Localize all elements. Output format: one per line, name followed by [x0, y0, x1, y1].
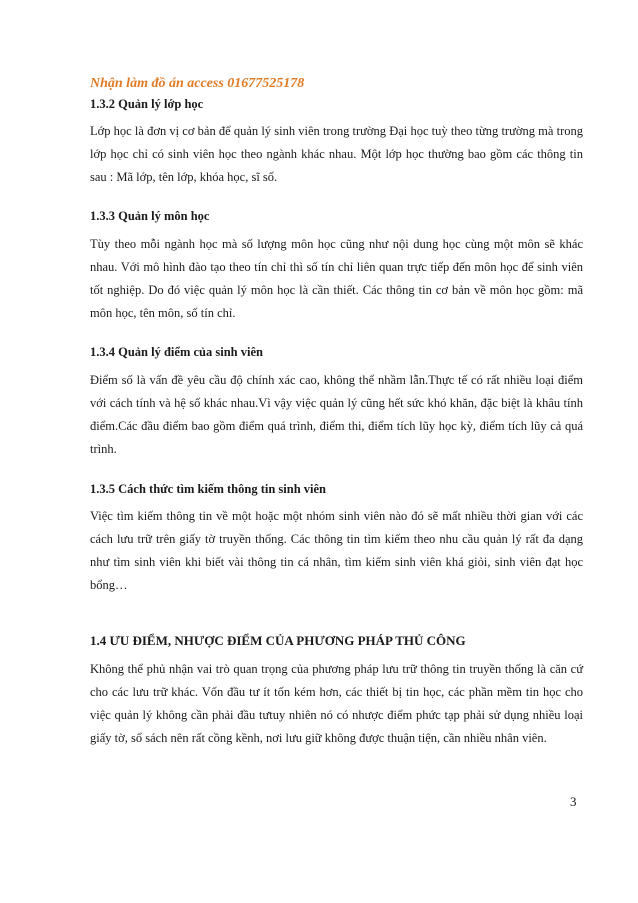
paragraph-1-3-2: Lớp học là đơn vị cơ bản để quản lý sinh viên trong trường Đại học tuỳ theo từng trường mà trong lớp học chỉ có sinh viên học theo ngành khác nhau. Một lớp học thường bao gồm các thông tin sau : Mã lớp, tên lớp, khóa học, sĩ số. [90, 124, 583, 184]
paragraph-1-3-4: Điểm số là vấn đề yêu cầu độ chính xác cao, không thể nhầm lẫn.Thực tế có rất nhiều loại điểm với cách tính và hệ số khác nhau.Vì vậy việc quản lý cũng hết sức khó khăn, đặc biệt là khâu tính điểm.Các đầu điểm bao gồm điểm quá trình, điểm thi, điểm tích lũy học kỳ, điểm tích lũy cả quá trình. [90, 373, 583, 456]
page-number: 3 [570, 794, 577, 809]
heading-1-3-2: 1.3.2 Quản lý lớp học [90, 97, 204, 111]
heading-1-3-3: 1.3.3 Quản lý môn học [90, 209, 210, 223]
paragraph-1-3-5: Việc tìm kiếm thông tin về một hoặc một nhóm sinh viên nào đó sẽ mất nhiều thời gian với các cách lưu trữ trên giấy tờ truyền thống. Các thông tin tìm kiếm theo nhu cầu quản lý rất đa dạng như tìm sinh viên khi biết vài thông tin cá nhân, tìm kiếm sinh viên khá giỏi, sinh viên đạt học bổng… [90, 509, 583, 592]
paragraph-1-4: Không thể phủ nhận vai trò quan trọng của phương pháp lưu trữ thông tin truyền thống là căn cứ cho các lưu trữ khác. Vốn đầu tư ít tốn kém hơn, các thiết bị tin học, các phần mềm tin học cho việc quản lý không cần phải đầu tưtuy nhiên nó có nhược điểm phức tạp phải sử dụng nhiều loại giấy tờ, sổ sách nên rất cồng kềnh, nơi lưu giữ không được thuận tiện, cần nhiều nhân viên. [90, 662, 583, 745]
promo-header: Nhận làm đồ án access 01677525178 [90, 76, 305, 91]
heading-1-3-4: 1.3.4 Quản lý điểm của sinh viên [90, 345, 263, 359]
paragraph-1-3-3: Tùy theo mỗi ngành học mà số lượng môn học cũng như nội dung học cùng một môn sẽ khác nhau. Với mô hình đào tạo theo tín chỉ thì số tín chỉ liên quan trực tiếp đến môn học để sinh viên tốt nghiệp. Do đó việc quản lý môn học là cần thiết. Các thông tin cơ bản về môn học gồm: mã môn học, tên môn, số tín chỉ. [90, 237, 583, 320]
heading-1-4: 1.4 ƯU ĐIỂM, NHƯỢC ĐIỂM CỦA PHƯƠNG PHÁP THỦ CÔNG [90, 633, 466, 648]
heading-1-3-5: 1.3.5 Cách thức tìm kiếm thông tin sinh viên [90, 482, 326, 496]
